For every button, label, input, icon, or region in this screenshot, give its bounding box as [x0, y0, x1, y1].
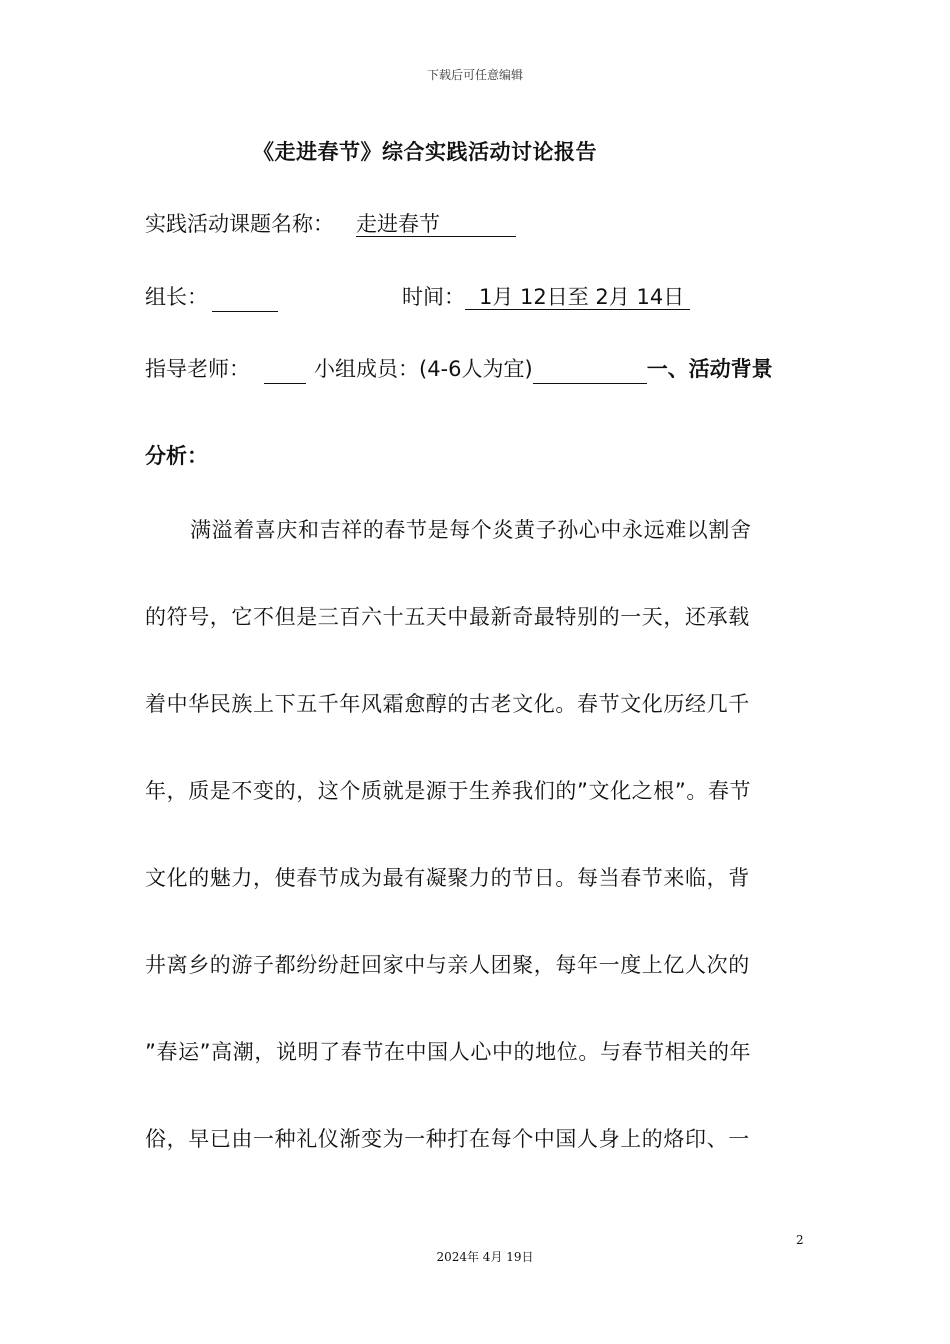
page-number: 2: [796, 1233, 804, 1247]
leader-blank: [212, 287, 278, 312]
paragraph-line: 俗，早已由一种礼仪渐变为一种打在每个中国人身上的烙印、一: [145, 1127, 750, 1151]
section-heading-continued: 分析：: [145, 444, 208, 468]
paragraph-line: 的符号，它不但是三百六十五天中最新奇最特别的一天，还承载: [145, 605, 750, 629]
paragraph-line: 文化的魅力，使春节成为最有凝聚力的节日。每当春节来临，背: [145, 866, 750, 890]
members-blank: [533, 359, 647, 384]
advisor-label: 指导老师：: [145, 357, 250, 381]
topic-value: 走进春节: [356, 212, 516, 237]
header-note: 下载后可任意编辑: [426, 68, 523, 82]
topic-label: 实践活动课题名称：: [145, 212, 334, 236]
time-value: 1月 12日至 2月 14日: [465, 285, 690, 310]
topic-field: [145, 209, 516, 239]
footer-date: 2024年 4月 19日: [436, 1250, 534, 1264]
time-label: 时间：: [402, 285, 465, 309]
leader-field: [145, 282, 278, 312]
paragraph-line: ”春运”高潮，说明了春节在中国人心中的地位。与春节相关的年: [145, 1040, 752, 1064]
paragraph-line: 满溢着喜庆和吉祥的春节是每个炎黄子孙心中永远难以割舍: [190, 518, 752, 542]
document-title: 《走进春节》综合实践活动讨论报告: [253, 140, 597, 164]
time-field: [402, 282, 690, 312]
advisor-members-line: [145, 354, 773, 384]
section-heading: 一、活动背景: [646, 357, 773, 381]
leader-label: 组长：: [145, 285, 208, 309]
paragraph-line: 井离乡的游子都纷纷赶回家中与亲人团聚，每年一度上亿人次的: [145, 953, 750, 977]
advisor-blank: [264, 359, 306, 384]
paragraph-line: 年，质是不变的，这个质就是源于生养我们的”文化之根”。春节: [145, 779, 752, 803]
members-label: 小组成员：(4-6人为宜): [314, 357, 533, 381]
paragraph-line: 着中华民族上下五千年风霜愈醇的古老文化。春节文化历经几千: [145, 692, 750, 716]
